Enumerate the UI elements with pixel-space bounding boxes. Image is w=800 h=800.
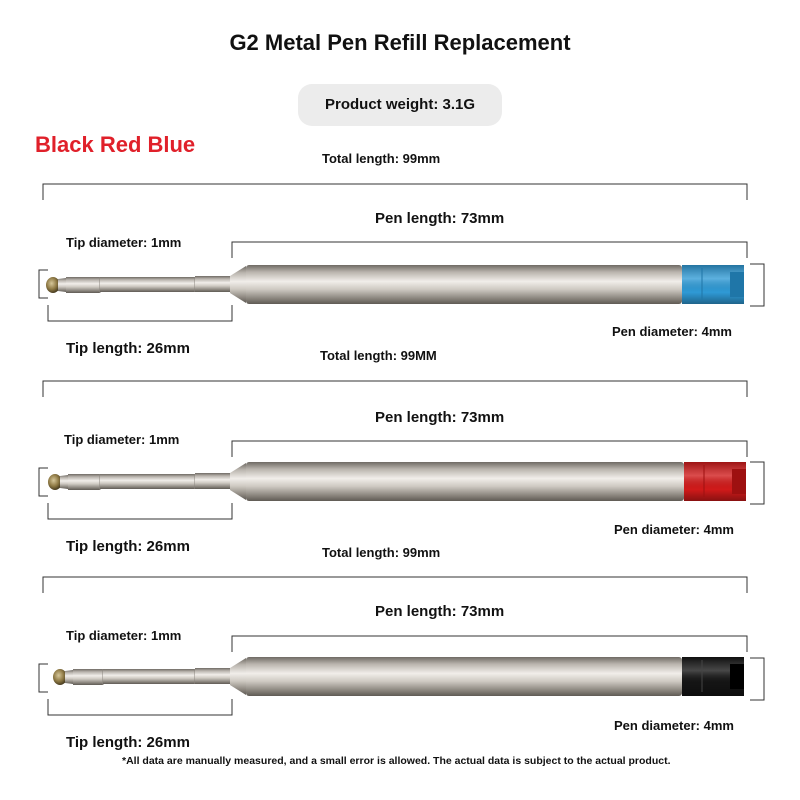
pen-length-label: Pen length: 73mm (375, 409, 505, 426)
total-length-label: Total length: 99mm (322, 545, 441, 560)
pen-diameter-label: Pen diameter: 4mm (612, 324, 732, 339)
color-options-label: Black Red Blue (35, 132, 196, 157)
pen-length-label: Pen length: 73mm (375, 210, 505, 227)
pen-diameter-label: Pen diameter: 4mm (614, 522, 734, 537)
refill-red (39, 381, 764, 519)
refill-blue (39, 184, 764, 321)
tip-diameter-label: Tip diameter: 1mm (66, 628, 182, 643)
tip-length-label: Tip length: 26mm (66, 538, 190, 555)
pen-length-label: Pen length: 73mm (375, 603, 505, 620)
page-title: G2 Metal Pen Refill Replacement (229, 30, 571, 55)
tip-length-label: Tip length: 26mm (66, 340, 190, 357)
tip-diameter-label: Tip diameter: 1mm (66, 235, 182, 250)
pen-diameter-label: Pen diameter: 4mm (614, 718, 734, 733)
ball-tip-icon (48, 474, 62, 490)
tip-diameter-label: Tip diameter: 1mm (64, 432, 180, 447)
metal-barrel (246, 462, 684, 501)
ball-tip-icon (46, 277, 60, 293)
product-weight-badge: Product weight: 3.1G (298, 84, 502, 126)
total-length-label: Total length: 99mm (322, 151, 441, 166)
tip-length-label: Tip length: 26mm (66, 734, 190, 751)
measurement-disclaimer: *All data are manually measured, and a small error is allowed. The actual data is subject to the actual product. (122, 755, 671, 767)
refill-black (39, 577, 764, 715)
metal-barrel (246, 657, 682, 696)
total-length-label: Total length: 99MM (320, 348, 437, 363)
ball-tip-icon (53, 669, 67, 685)
metal-barrel (246, 265, 682, 304)
